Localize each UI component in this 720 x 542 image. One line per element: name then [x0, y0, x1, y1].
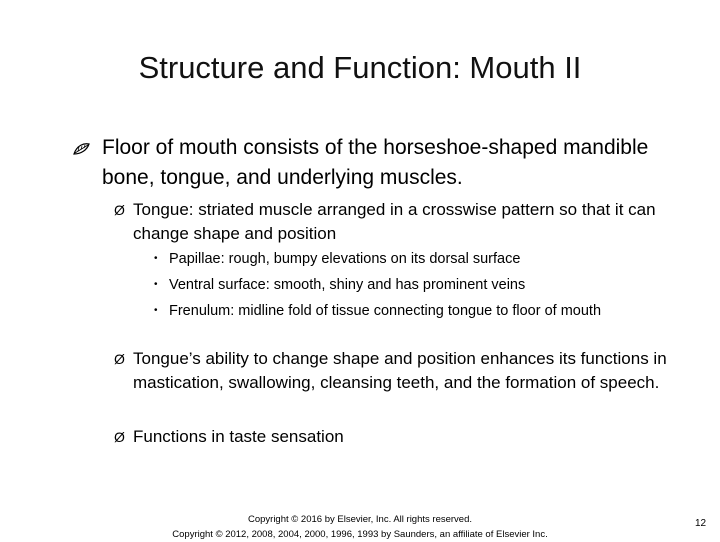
arrow-bullet-icon: Ø [114, 202, 125, 218]
sub-sub-bullet-frenulum: Frenulum: midline fold of tissue connecting tongue to floor of mouth [169, 303, 602, 319]
dot-bullet-icon: • [154, 253, 158, 264]
arrow-bullet-icon: Ø [114, 429, 125, 445]
page-number: 12 [695, 518, 707, 529]
copyright-line-2: Copyright © 2012, 2008, 2004, 2000, 1996, 1993 by Saunders, an affiliate of Elsevier Inc. [172, 529, 548, 540]
arrow-bullet-icon: Ø [114, 351, 125, 367]
dot-bullet-icon: • [154, 279, 158, 290]
sub-bullet-tongue-muscle: Tongue: striated muscle arranged in a crosswise pattern so that it can change shape and position [133, 200, 656, 243]
bullet-floor-of-mouth: Floor of mouth consists of the horseshoe-shaped mandible bone, tongue, and underlying muscles. [102, 136, 649, 189]
dot-bullet-icon: • [154, 305, 158, 316]
sub-bullet-taste-sensation: Functions in taste sensation [133, 427, 344, 446]
copyright-footer [150, 512, 570, 542]
leaf-bullet-icon [73, 141, 91, 157]
sub-bullet-tongue-functions: Tongue’s ability to change shape and position enhances its functions in mastication, swallowing, cleansing teeth, and the formation of speech. [133, 349, 667, 392]
sub-sub-bullet-ventral-surface: Ventral surface: smooth, shiny and has prominent veins [169, 277, 526, 293]
copyright-line-1: Copyright © 2016 by Elsevier, Inc. All rights reserved. [247, 514, 473, 525]
sub-sub-bullet-papillae: Papillae: rough, bumpy elevations on its dorsal surface [169, 251, 521, 267]
slide-title: Structure and Function: Mouth II [138, 50, 582, 85]
